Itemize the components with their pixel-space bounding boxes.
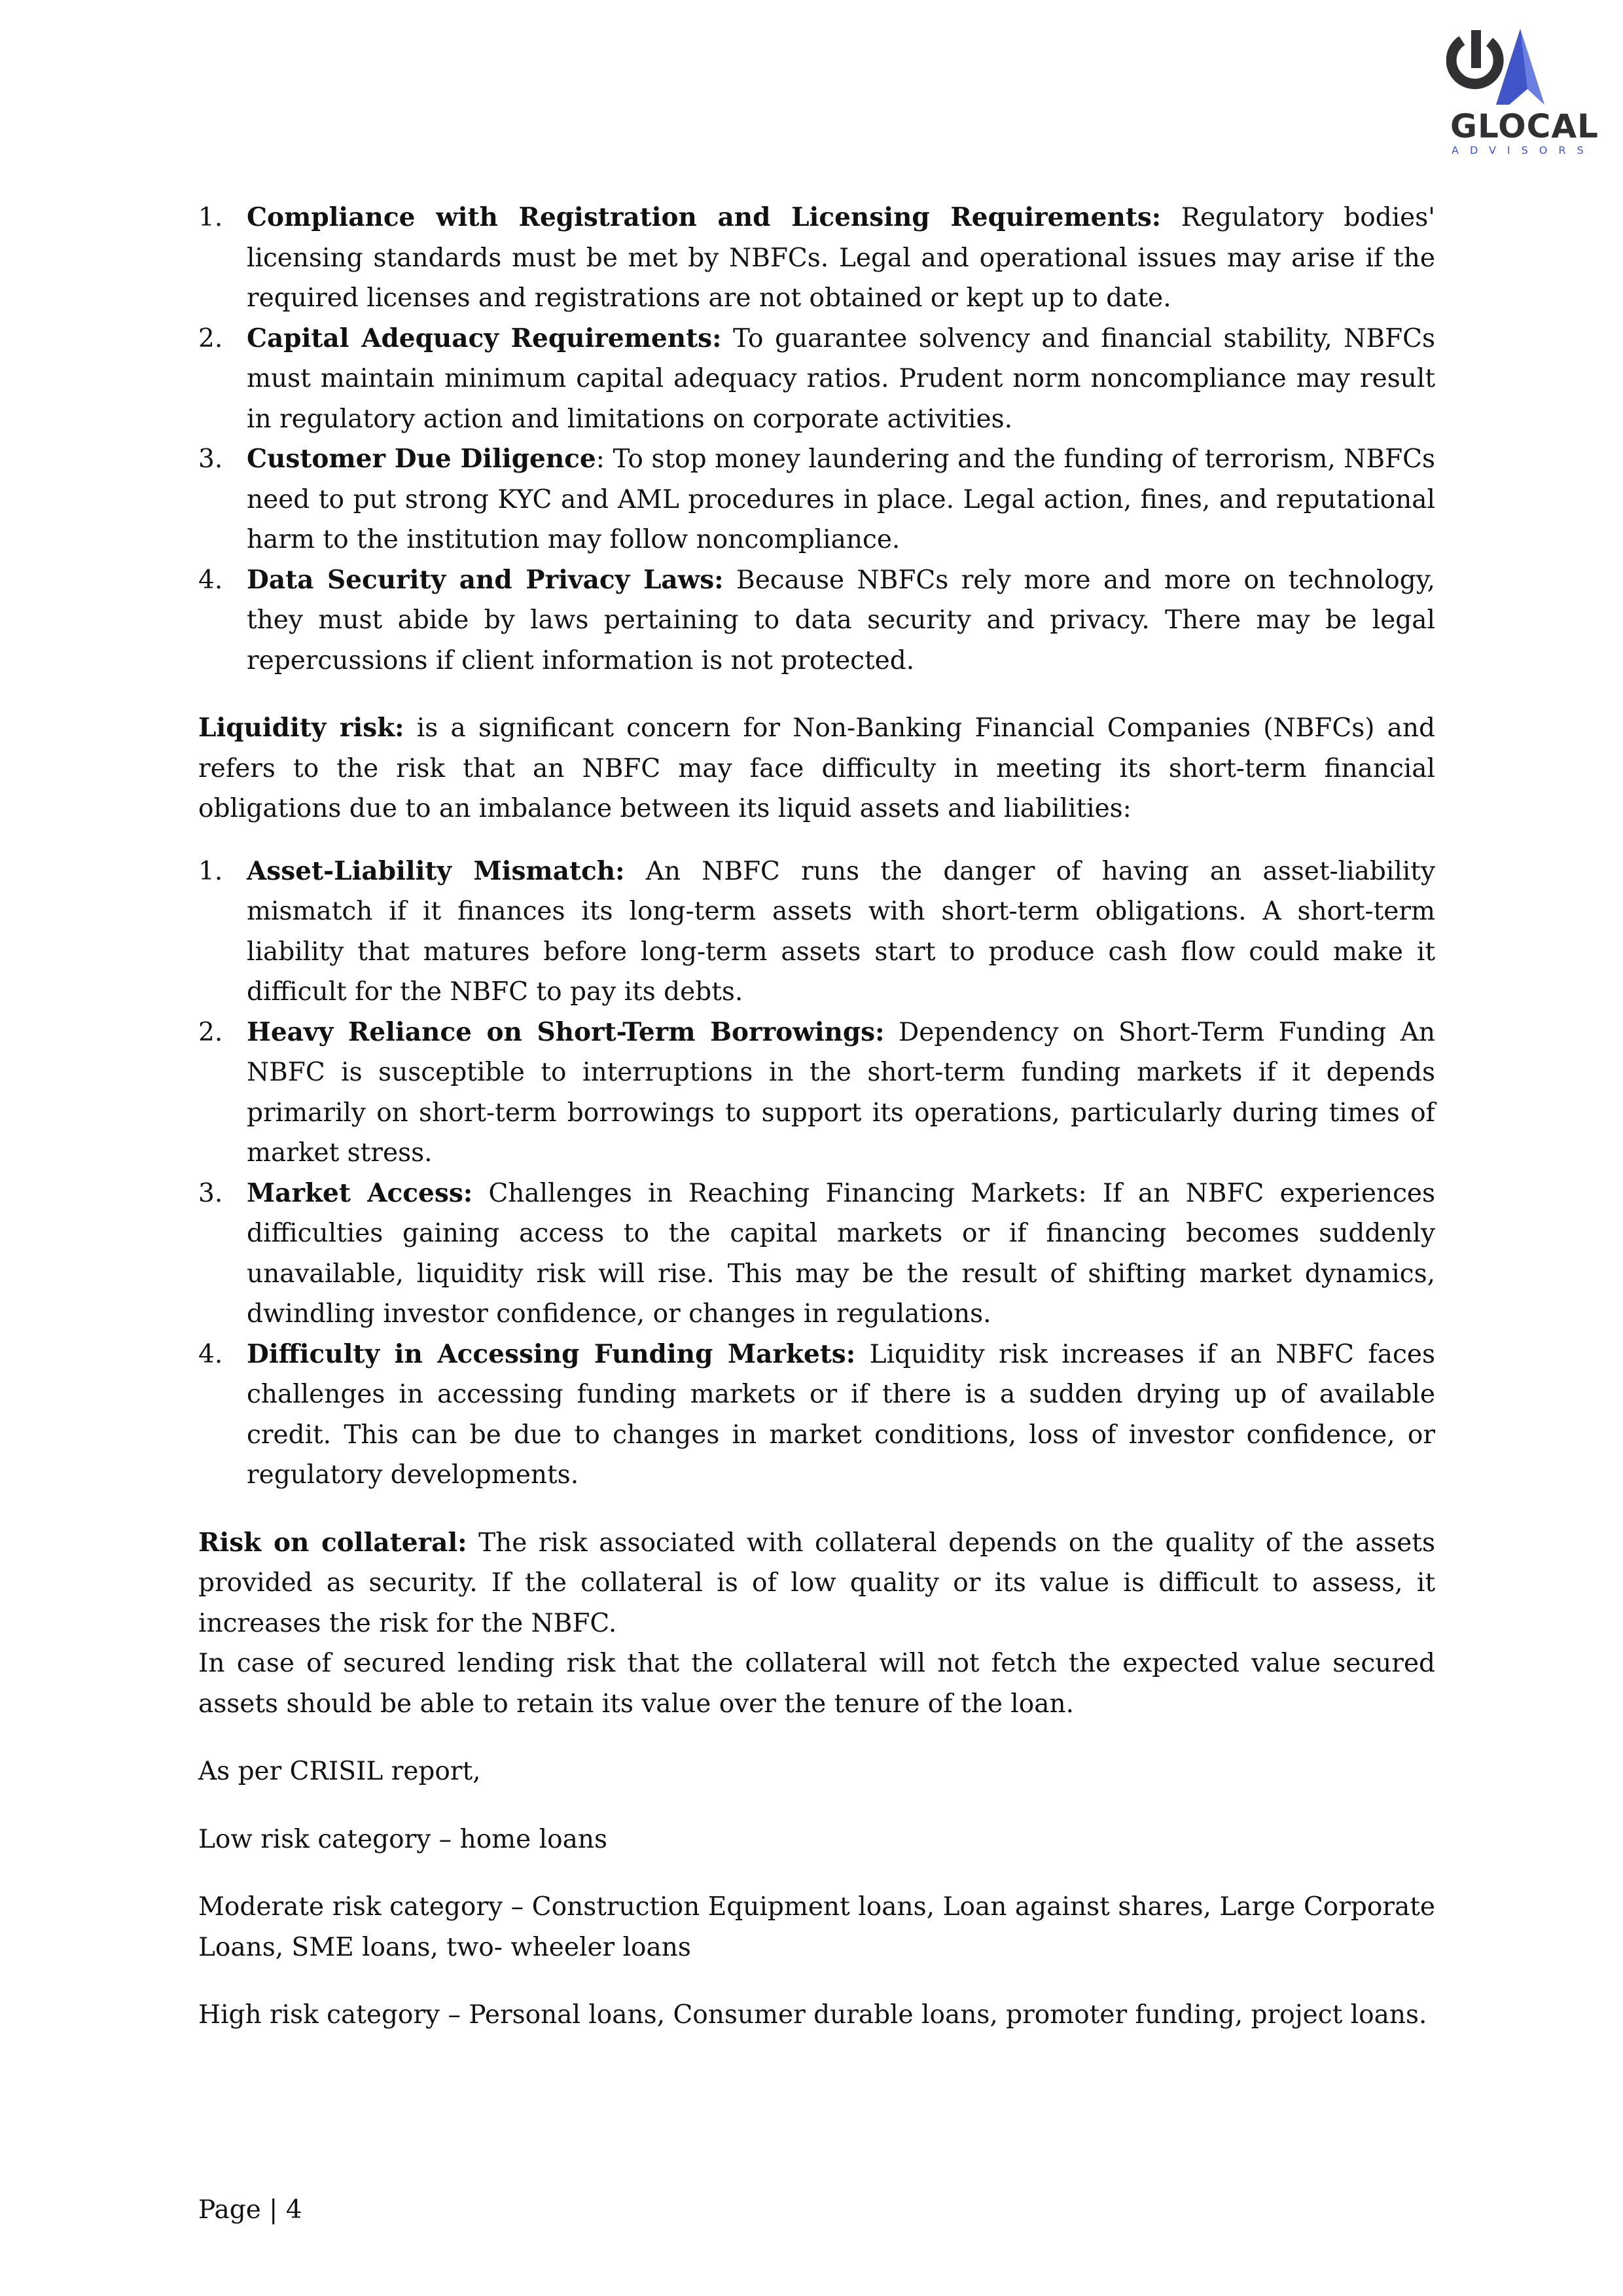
- list-item-title: Capital Adequacy Requirements:: [247, 323, 722, 353]
- list-number: 1.: [198, 856, 223, 886]
- list-item-text: Dependency on Short-Term Funding An NBFC is susceptible to interruptions in the short-term funding markets if it depends primarily on short-term borrowings to support its operations, particularly during times of market stress.: [247, 1017, 1436, 1168]
- high-risk-category: High risk category – Personal loans, Consumer durable loans, promoter funding, project loans.: [198, 2000, 1427, 2030]
- page-number: Page | 4: [198, 2195, 302, 2225]
- list-item-text: Regulatory bodies' licensing standards must be met by NBFCs. Legal and operational issues may arise if the required licenses and registrations are not obtained or kept up to date.: [247, 203, 1435, 313]
- list-item-text: Challenges in Reaching Financing Markets: If an NBFC experiences difficulties gaining access to the capital markets or if financing becomes suddenly unavailable, liquidity risk will rise. This may be the result of shifting market dynamics, dwindling investor confidence, or changes in regulations.: [247, 1178, 1435, 1329]
- list-item-title: Market Access:: [247, 1177, 473, 1208]
- logo-mark-icon: [1446, 26, 1603, 111]
- list-item-title: Data Security and Privacy Laws:: [247, 564, 724, 595]
- logo-name: GLOCAL: [1450, 107, 1599, 145]
- glocal-advisors-logo: [1446, 26, 1603, 157]
- list-item: [198, 1174, 1435, 1335]
- list-item-title: Difficulty in Accessing Funding Markets:: [247, 1338, 856, 1369]
- list-item-text: An NBFC runs the danger of having an asset-liability mismatch if it finances its long-term assets with short-term obligations. A short-term liability that matures before long-term assets start to produce cash flow could make it difficult for the NBFC to pay its debts.: [247, 856, 1435, 1007]
- list-item: [198, 1013, 1435, 1174]
- list-item-text: Liquidity risk increases if an NBFC faces challenges in accessing funding markets or if there is a sudden drying up of available credit. This can be due to changes in market conditions, loss of investor confidence, or regulatory developments.: [247, 1339, 1435, 1490]
- list-item-title: Asset-Liability Mismatch:: [247, 855, 625, 886]
- list-number: 4.: [198, 565, 223, 595]
- list-number: 3.: [198, 444, 223, 474]
- liquidity-risk-text: is a significant concern for Non-Banking Financial Companies (NBFCs) and refers to the risk that an NBFC may face difficulty in meeting its short-term financial obligations due to an imbalance between its liquid assets and liabilities:: [198, 713, 1435, 823]
- moderate-risk-category: Moderate risk category – Construction Equipment loans, Loan against shares, Large Corporate Loans, SME loans, two- wheeler loans: [198, 1892, 1435, 1962]
- document-body: [198, 198, 1435, 2036]
- list-item-title: Compliance with Registration and Licensing Requirements:: [247, 202, 1162, 232]
- list-item: [198, 852, 1435, 1013]
- list-item-text: : To stop money laundering and the funding of terrorism, NBFCs need to put strong KYC and AML procedures in place. Legal action, fines, and reputational harm to the institution may follow noncompliance.: [247, 444, 1436, 554]
- list-number: 1.: [198, 203, 223, 232]
- list-number: 2.: [198, 323, 223, 353]
- collateral-risk-text: The risk associated with collateral depends on the quality of the assets provided as security. If the collateral is of low quality or its value is difficult to assess, it increases the risk for the NBFC.: [198, 1528, 1435, 1638]
- list-item-title: Customer Due Diligence: [247, 444, 596, 474]
- crisil-intro: As per CRISIL report,: [198, 1757, 481, 1786]
- liquidity-risk-paragraph: [198, 708, 1435, 829]
- list-item-text: To guarantee solvency and financial stability, NBFCs must maintain minimum capital adequacy ratios. Prudent norm noncompliance may result in regulatory action and limitations on corporate activities.: [247, 323, 1435, 434]
- list-number: 2.: [198, 1017, 223, 1047]
- list-item-title: Heavy Reliance on Short-Term Borrowings:: [247, 1016, 885, 1047]
- low-risk-category: Low risk category – home loans: [198, 1824, 607, 1854]
- list-item: [198, 319, 1435, 440]
- liquidity-risk-heading: Liquidity risk:: [198, 713, 404, 743]
- list-number: 3.: [198, 1178, 223, 1208]
- list-number: 4.: [198, 1339, 223, 1369]
- collateral-risk-paragraph: [198, 1523, 1435, 1644]
- list-item: [198, 560, 1435, 681]
- collateral-risk-heading: Risk on collateral:: [198, 1527, 467, 1558]
- liquidity-risk-list: [198, 852, 1435, 1496]
- list-item-text: Because NBFCs rely more and more on technology, they must abide by laws pertaining to data security and privacy. There may be legal repercussions if client information is not protected.: [247, 565, 1436, 675]
- list-item: [198, 1335, 1435, 1496]
- regulatory-risk-list: [198, 198, 1435, 681]
- list-item: [198, 439, 1435, 560]
- secured-lending-paragraph: In case of secured lending risk that the collateral will not fetch the expected value secured assets should be able to retain its value over the tenure of the loan.: [198, 1649, 1435, 1719]
- logo-tagline: ADVISORS: [1452, 144, 1595, 156]
- list-item: [198, 198, 1435, 319]
